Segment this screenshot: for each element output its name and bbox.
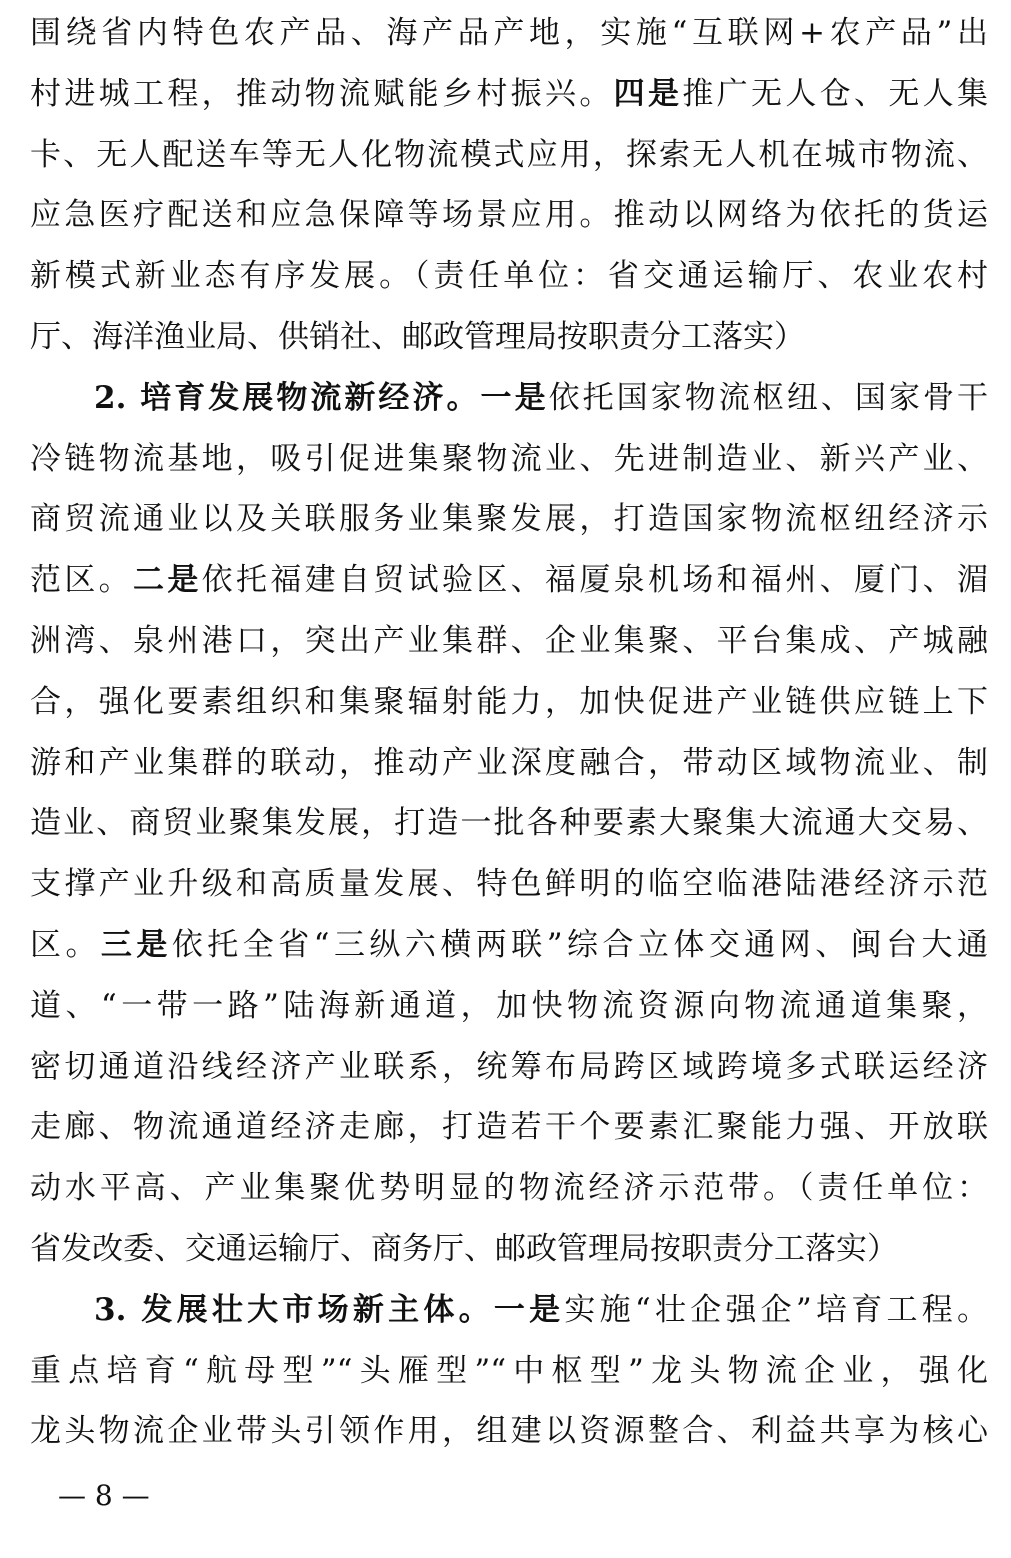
text-line (30, 733, 988, 794)
text-segment: 区。 (30, 926, 101, 963)
text-line (30, 976, 988, 1037)
text-line (30, 1037, 988, 1098)
text-line (30, 854, 988, 915)
text-line (30, 550, 988, 611)
text-segment: 范区。 (30, 562, 133, 599)
bold-text-segment: 一是 (493, 1291, 565, 1328)
section-2-heading-line (30, 368, 988, 429)
text-line (30, 185, 988, 246)
text-line (30, 1097, 988, 1158)
text-segment: 商贸流通业以及关联服务业集聚发展，打造国家物流枢纽经济示 (30, 501, 988, 538)
text-segment: 省发改委、交通运输厅、商务厅、邮政管理局按职责分工落实） (30, 1230, 898, 1267)
bold-text-segment: 三是 (100, 926, 172, 963)
text-segment: 围绕省内特色农产品、海产品产地，实施“互联网+农产品”出 (30, 15, 988, 51)
text-segment: 洲湾、泉州港口，突出产业集群、企业集聚、平台集成、产城融 (30, 622, 988, 659)
text-line (30, 793, 988, 854)
text-segment: 道、“一带一路”陆海新通道，加快物流资源向物流通道集聚， (30, 987, 988, 1024)
text-segment: 游和产业集群的联动，推动产业深度融合，带动区域物流业、制 (30, 744, 988, 781)
text-segment: 应急医疗配送和应急保障等场景应用。推动以网络为依托的货运 (30, 197, 988, 234)
text-segment: 推广无人仓、无人集 (682, 75, 989, 112)
text-segment: 依托福建自贸试验区、福厦泉机场和福州、厦门、湄 (201, 562, 989, 599)
text-segment: 村进城工程，推动物流赋能乡村振兴。 (30, 75, 614, 112)
text-line (30, 3, 988, 64)
text-segment: 重点培育“航母型”“头雁型”“中枢型”龙头物流企业，强化 (30, 1352, 988, 1389)
text-line (30, 489, 988, 550)
text-line (30, 915, 988, 976)
text-segment: 密切通道沿线经济产业联系，统筹布局跨区域跨境多式联运经济 (30, 1048, 988, 1085)
text-segment: 造业、商贸业聚集发展，打造一批各种要素大聚集大流通大交易、 (30, 805, 988, 842)
text-segment: 厅、海洋渔业局、供销社、邮政管理局按职责分工落实） (30, 318, 805, 355)
text-line (30, 429, 988, 490)
text-segment: 龙头物流企业带头引领作用，组建以资源整合、利益共享为核心 (30, 1413, 988, 1450)
document-body (30, 3, 988, 1462)
text-segment: 冷链物流基地，吸引促进集聚物流业、先进制造业、新兴产业、 (30, 440, 988, 477)
text-line (30, 672, 988, 733)
text-segment: 支撑产业升级和高质量发展、特色鲜明的临空临港陆港经济示范 (30, 866, 988, 903)
bold-text-segment: 3. 发展壮大市场新主体。 (94, 1291, 494, 1328)
text-line (30, 64, 988, 125)
text-segment: 依托国家物流枢纽、国家骨干 (548, 379, 989, 416)
text-line (30, 1341, 988, 1402)
text-segment: 动水平高、产业集聚优势明显的物流经济示范带。（责任单位： (30, 1170, 988, 1207)
text-line (30, 307, 988, 368)
text-segment: 合，强化要素组织和集聚辐射能力，加快促进产业链供应链上下 (30, 683, 988, 720)
bold-text-segment: 四是 (613, 75, 683, 112)
bold-text-segment: 一是 (480, 379, 549, 416)
section-3-heading-line (30, 1280, 988, 1341)
text-line (30, 1219, 988, 1280)
bold-text-segment: 2. 培育发展物流新经济。 (94, 379, 481, 416)
text-line (30, 1401, 988, 1462)
text-line (30, 246, 988, 307)
text-line (30, 611, 988, 672)
text-segment: 实施“壮企强企”培育工程。 (564, 1291, 989, 1328)
text-line (30, 1158, 988, 1219)
text-line (30, 125, 988, 186)
bold-text-segment: 二是 (133, 562, 202, 599)
text-segment: 新模式新业态有序发展。（责任单位：省交通运输厅、农业农村 (30, 258, 988, 295)
text-segment: 卡、无人配送车等无人化物流模式应用，探索无人机在城市物流、 (30, 136, 988, 173)
page-number: — 8 — (58, 1479, 150, 1512)
text-segment: 依托全省“三纵六横两联”综合立体交通网、闽台大通 (171, 926, 989, 963)
text-segment: 走廊、物流通道经济走廊，打造若干个要素汇聚能力强、开放联 (30, 1109, 988, 1146)
